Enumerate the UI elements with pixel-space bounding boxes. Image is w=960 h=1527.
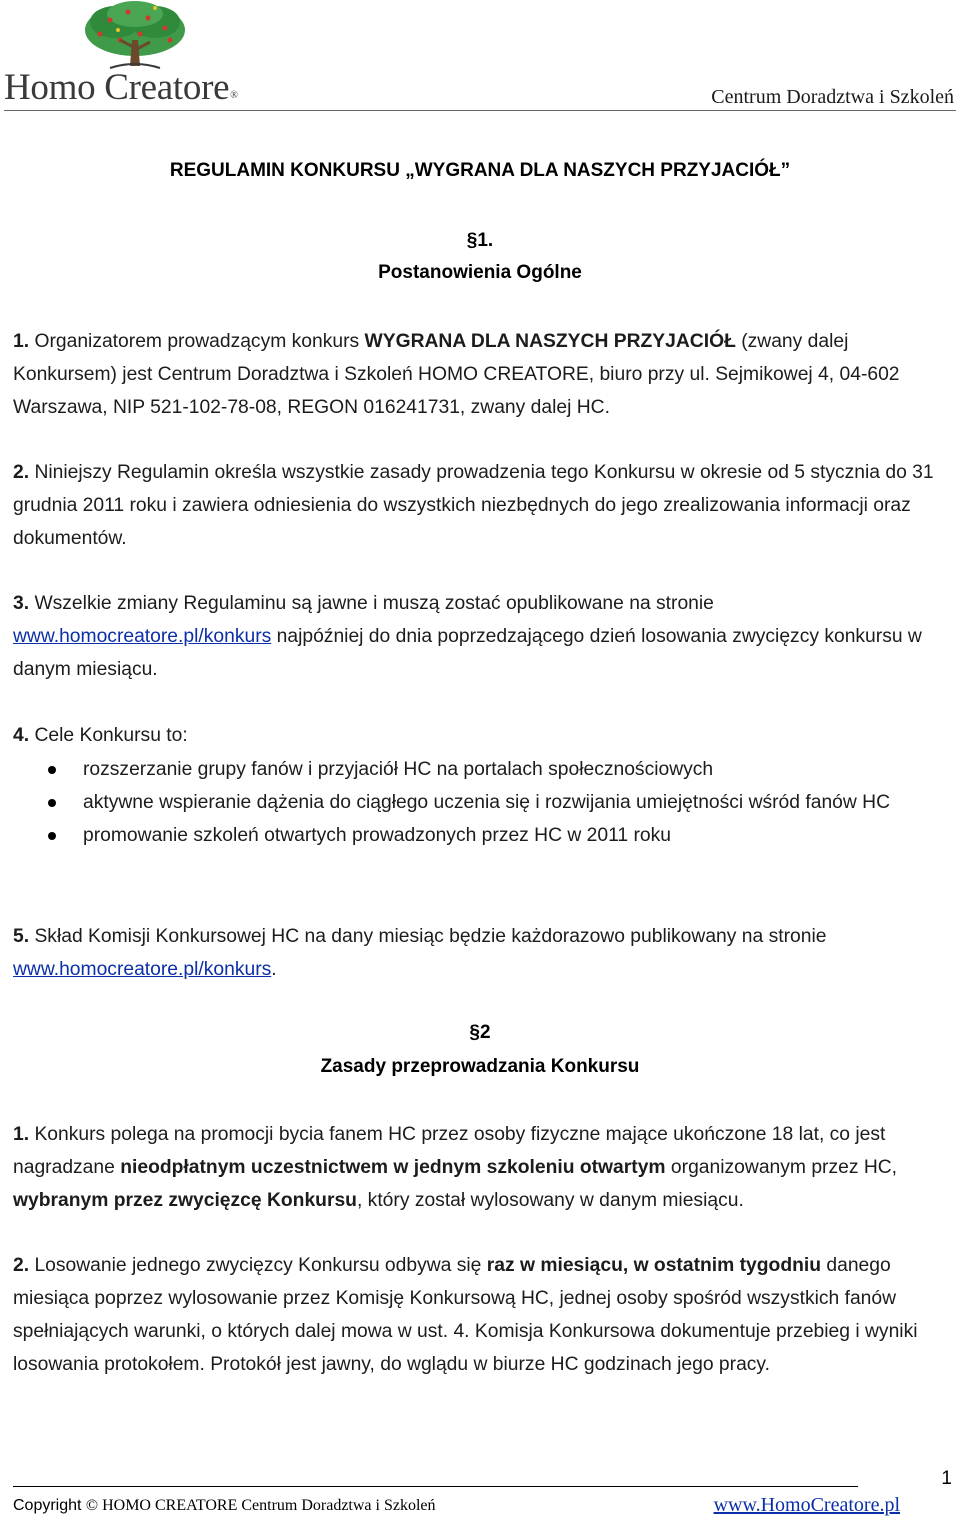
paragraph: 2. Losowanie jednego zwycięzcy Konkursu odbywa się raz w miesiącu, w ostatnim tygodniu danego miesiąca poprzez wylosowanie przez Komisję Konkursową HC, jednej osoby spośród wszystkich fanów spełniających warunki, o których dalej mowa w ust. 4. Komisja Konkursowa dokumentuje przebieg i wyniki losowania protokołem. Protokół jest jawny, do wglądu w biurze HC godzinach jego pracy. xyxy=(13,1255,918,1375)
logo xyxy=(0,0,270,110)
section-heading: Zasady przeprowadzania Konkursu xyxy=(320,1056,640,1077)
section-number: §1. xyxy=(466,230,494,251)
tree-logo-icon xyxy=(70,0,200,72)
page-number: 1 xyxy=(941,1468,952,1489)
bullet-icon xyxy=(48,832,56,840)
list-item: rozszerzanie grupy fanów i przyjaciół HC na portalach społecznościowych xyxy=(0,753,960,786)
paragraph: 3. Wszelkie zmiany Regulaminu są jawne i muszą zostać opublikowane na stronie www.homocreatore.pl/konkurs najpóźniej do dnia poprzedzającego dzień losowania zwycięzcy konkursu w danym miesiącu. xyxy=(13,593,922,680)
document-title: REGULAMIN KONKURSU „WYGRANA DLA NASZYCH PRZYJACIÓŁ” xyxy=(169,160,791,181)
bullet-icon xyxy=(48,799,56,807)
paragraph: 1. Konkurs polega na promocji bycia fanem HC przez osoby fizyczne mające ukończone 18 lat, co jest nagradzane nieodpłatnym uczestnictwem w jednym szkoleniu otwartym organizowanym przez HC, wybranym przez zwycięzcę Konkursu, który został wylosowany w danym miesiącu. xyxy=(13,1124,898,1211)
paragraph: 4. Cele Konkursu to: xyxy=(13,725,188,746)
goals-list xyxy=(0,753,960,852)
paragraph: 5. Skład Komisji Konkursowej HC na dany miesiąc będzie każdorazowo publikowany na stronie www.homocreatore.pl/konkurs. xyxy=(13,926,827,980)
section-number: §2 xyxy=(469,1022,491,1043)
footer-website-link[interactable]: www.HomoCreatore.pl xyxy=(713,1494,900,1516)
list-item: aktywne wspieranie dążenia do ciągłego uczenia się i rozwijania umiejętności wśród fanów HC xyxy=(0,786,960,819)
footer-copyright: Copyright © HOMO CREATORE Centrum Doradztwa i Szkoleń xyxy=(13,1497,436,1514)
paragraph: 1. Organizatorem prowadzącym konkurs WYGRANA DLA NASZYCH PRZYJACIÓŁ (zwany dalej Konkursem) jest Centrum Doradztwa i Szkoleń HOMO CREATORE, biuro przy ul. Sejmikowej 4, 04-602 Warszawa, NIP 521-102-78-08, REGON 016241731, zwany dalej HC. xyxy=(13,331,900,418)
bullet-icon xyxy=(48,766,56,774)
header-divider xyxy=(4,110,956,111)
konkurs-link[interactable]: www.homocreatore.pl/konkurs xyxy=(13,959,272,980)
footer-divider xyxy=(13,1486,858,1487)
paragraph: 2. Niniejszy Regulamin określa wszystkie zasady prowadzenia tego Konkursu w okresie od 5 stycznia do 31 grudnia 2011 roku i zawiera odniesienia do wszystkich niezbędnych do jego zrealizowania informacji oraz dokumentów. xyxy=(13,462,934,549)
konkurs-link[interactable]: www.homocreatore.pl/konkurs xyxy=(13,626,272,647)
list-item: promowanie szkoleń otwartych prowadzonych przez HC w 2011 roku xyxy=(0,819,960,852)
header-subtitle: Centrum Doradztwa i Szkoleń xyxy=(711,86,954,108)
section-heading: Postanowienia Ogólne xyxy=(378,262,582,283)
logo-text: Homo Creatore® xyxy=(4,67,238,108)
